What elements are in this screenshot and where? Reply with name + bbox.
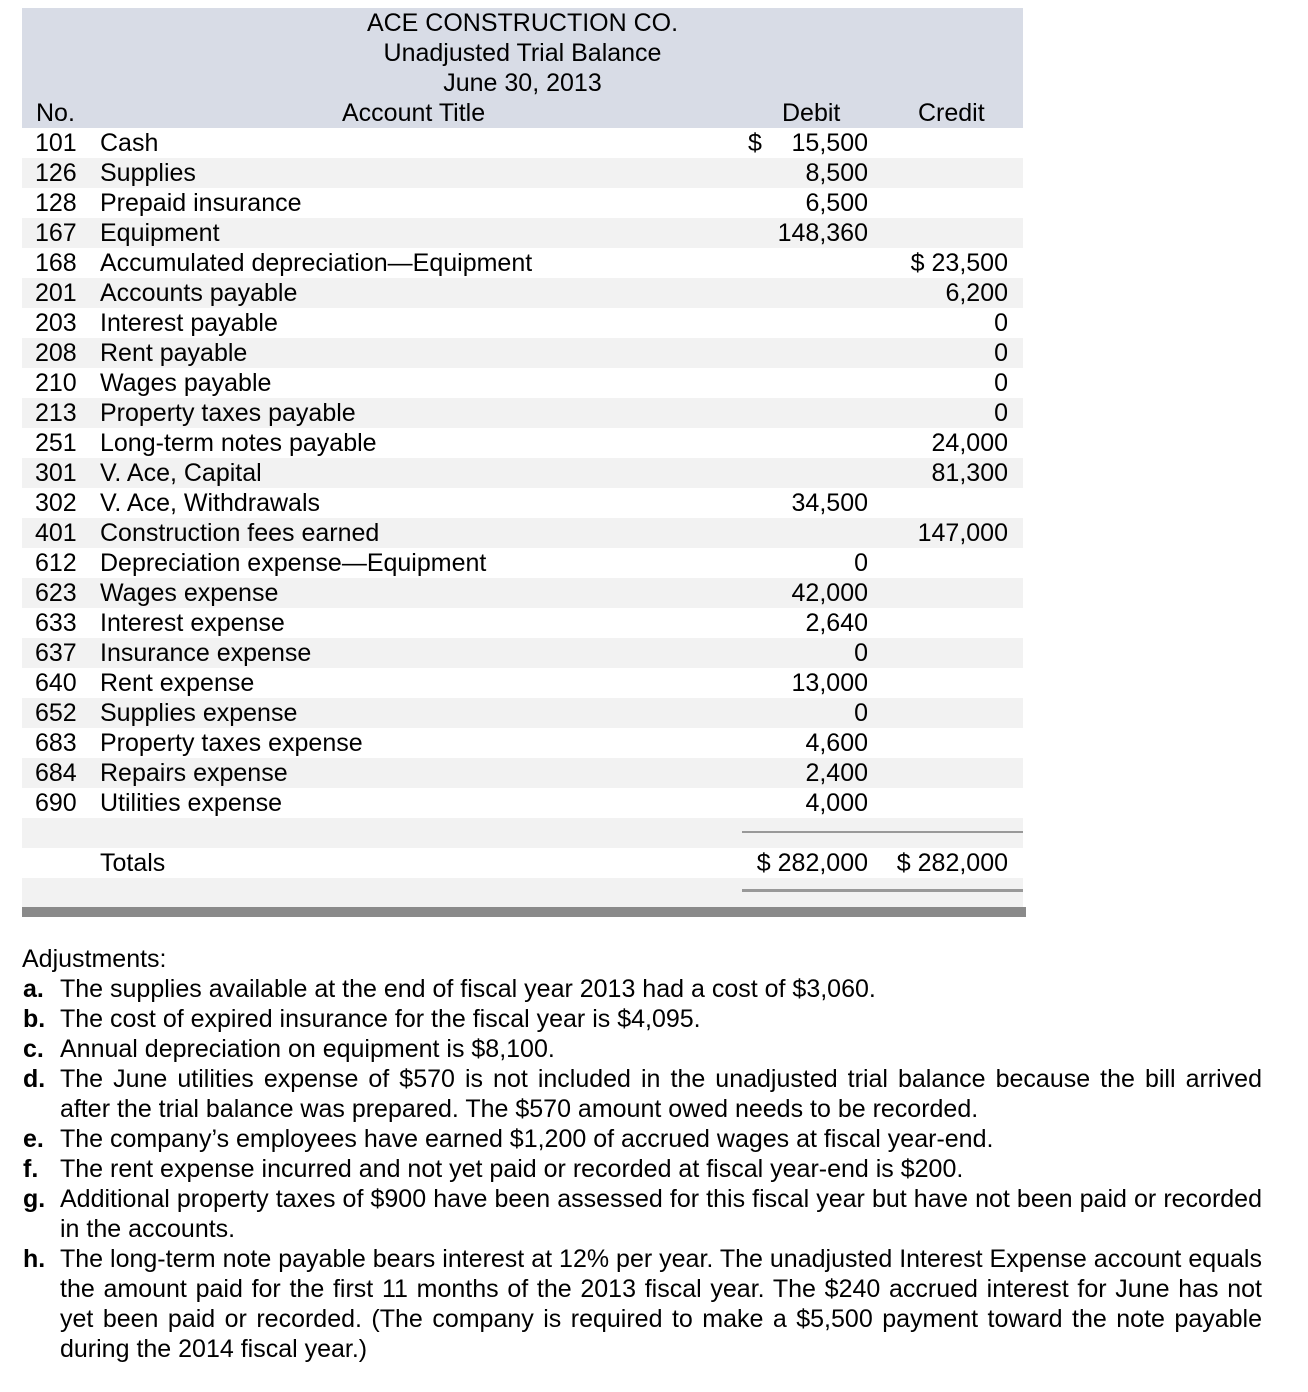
account-number: 203 <box>35 309 77 337</box>
account-title: Property taxes expense <box>100 729 363 757</box>
adjustment-text: Additional property taxes of $900 have been assessed for this fiscal year but have not been paid or recorded in the accounts. <box>60 1185 1262 1243</box>
column-header-no: No. <box>36 99 75 127</box>
adjustment-item <box>22 1004 1262 1034</box>
trial-balance-table <box>22 8 1023 908</box>
table-row <box>22 458 1023 488</box>
table-row <box>22 698 1023 728</box>
debit-amount: 2,400 <box>805 759 868 787</box>
account-number: 640 <box>35 669 77 697</box>
account-title: Cash <box>100 129 159 157</box>
table-row <box>22 548 1023 578</box>
table-row <box>22 608 1023 638</box>
account-number: 168 <box>35 249 77 277</box>
debit-amount: 0 <box>854 549 868 577</box>
table-row <box>22 308 1023 338</box>
table-row <box>22 128 1023 158</box>
account-number: 251 <box>35 429 77 457</box>
blank-row <box>22 878 1023 908</box>
table-row <box>22 638 1023 668</box>
table-row <box>22 218 1023 248</box>
adjustment-letter: g. <box>23 1185 46 1213</box>
account-number: 101 <box>35 129 77 157</box>
account-title: V. Ace, Capital <box>100 459 262 487</box>
adjustments-section <box>22 944 1262 1364</box>
totals-top-rule <box>742 831 1023 833</box>
account-title: Depreciation expense—Equipment <box>100 549 487 577</box>
adjustment-item <box>22 1154 1262 1184</box>
adjustment-item <box>22 1184 1262 1244</box>
table-row <box>22 188 1023 218</box>
credit-amount: 6,200 <box>945 279 1008 307</box>
account-number: 623 <box>35 579 77 607</box>
debit-amount: 34,500 <box>791 489 868 517</box>
credit-amount: 0 <box>994 399 1008 427</box>
adjustment-letter: f. <box>23 1155 39 1183</box>
account-title: Supplies expense <box>100 699 298 727</box>
account-number: 683 <box>35 729 77 757</box>
table-row <box>22 248 1023 278</box>
credit-amount: 0 <box>994 309 1008 337</box>
account-title: V. Ace, Withdrawals <box>100 489 321 517</box>
table-bottom-bar <box>22 907 1026 917</box>
credit-amount: $ 23,500 <box>910 249 1008 277</box>
credit-amount: 81,300 <box>931 459 1008 487</box>
blank-row <box>22 818 1023 848</box>
debit-amount: 6,500 <box>805 189 868 217</box>
account-number: 301 <box>35 459 77 487</box>
credit-amount: 0 <box>994 369 1008 397</box>
totals-row <box>22 848 1023 878</box>
adjustment-text: The company’s employees have earned $1,200 of accrued wages at fiscal year-end. <box>60 1125 994 1153</box>
table-row <box>22 338 1023 368</box>
statement-date: June 30, 2013 <box>443 69 602 97</box>
adjustments-list <box>22 974 1262 1364</box>
table-row <box>22 518 1023 548</box>
debit-amount: 148,360 <box>777 219 868 247</box>
table-header <box>22 8 1023 128</box>
account-number: 128 <box>35 189 77 217</box>
adjustment-text: The cost of expired insurance for the fiscal year is $4,095. <box>60 1005 701 1033</box>
table-row <box>22 428 1023 458</box>
company-name: ACE CONSTRUCTION CO. <box>366 9 679 37</box>
credit-amount: 147,000 <box>917 519 1008 547</box>
statement-title: Unadjusted Trial Balance <box>383 39 662 67</box>
adjustment-letter: c. <box>23 1035 44 1063</box>
account-number: 167 <box>35 219 77 247</box>
adjustment-text: The long-term note payable bears interest at 12% per year. The unadjusted Interest Expense account equals the amount paid for the first 11 months of the 2013 fiscal year. The $240 accrued interest for June has not yet been paid or recorded. (The company is required to make a $5,500 payment toward the note payable during the 2014 fiscal year.) <box>60 1245 1262 1363</box>
column-header-debit: Debit <box>782 99 841 127</box>
adjustment-text: Annual depreciation on equipment is $8,100. <box>60 1035 555 1063</box>
account-title: Long-term notes payable <box>100 429 377 457</box>
account-title: Wages payable <box>100 369 272 397</box>
adjustment-text: The supplies available at the end of fiscal year 2013 had a cost of $3,060. <box>60 975 876 1003</box>
adjustment-letter: e. <box>23 1125 44 1153</box>
adjustment-item <box>22 1124 1262 1154</box>
adjustment-letter: b. <box>23 1005 46 1033</box>
account-title: Interest payable <box>100 309 278 337</box>
table-row <box>22 368 1023 398</box>
account-number: 612 <box>35 549 77 577</box>
table-row <box>22 758 1023 788</box>
adjustment-letter: d. <box>23 1065 46 1093</box>
account-title: Wages expense <box>100 579 279 607</box>
debit-dollar-sign: $ <box>748 129 762 157</box>
account-title: Utilities expense <box>100 789 283 817</box>
table-row <box>22 398 1023 428</box>
account-number: 201 <box>35 279 77 307</box>
table-row <box>22 668 1023 698</box>
account-number: 302 <box>35 489 77 517</box>
debit-amount: 4,600 <box>805 729 868 757</box>
table-row <box>22 578 1023 608</box>
account-number: 401 <box>35 519 77 547</box>
adjustment-letter: h. <box>23 1245 46 1273</box>
table-row <box>22 728 1023 758</box>
adjustment-item <box>22 1244 1262 1364</box>
debit-amount: 0 <box>854 699 868 727</box>
adjustments-heading: Adjustments: <box>22 945 167 973</box>
account-title: Construction fees earned <box>100 519 380 547</box>
totals-bottom-rule <box>742 889 1023 892</box>
account-title: Supplies <box>100 159 196 187</box>
table-row <box>22 278 1023 308</box>
adjustment-item <box>22 974 1262 1004</box>
debit-amount: 0 <box>854 639 868 667</box>
adjustment-item <box>22 1064 1262 1124</box>
account-title: Accounts payable <box>100 279 298 307</box>
account-number: 126 <box>35 159 77 187</box>
account-title: Insurance expense <box>100 639 312 667</box>
account-number: 210 <box>35 369 77 397</box>
totals-debit: $ 282,000 <box>756 849 868 877</box>
account-title: Interest expense <box>100 609 285 637</box>
credit-amount: 0 <box>994 339 1008 367</box>
debit-amount: 4,000 <box>805 789 868 817</box>
debit-amount: 2,640 <box>805 609 868 637</box>
table-row <box>22 488 1023 518</box>
adjustment-text: The June utilities expense of $570 is not included in the unadjusted trial balance because the bill arrived after the trial balance was prepared. The $570 amount owed needs to be recorded. <box>60 1065 1262 1123</box>
account-number: 208 <box>35 339 77 367</box>
account-number: 690 <box>35 789 77 817</box>
table-row <box>22 788 1023 818</box>
account-number: 633 <box>35 609 77 637</box>
table-row <box>22 158 1023 188</box>
adjustment-letter: a. <box>23 975 44 1003</box>
account-title: Property taxes payable <box>100 399 356 427</box>
account-title: Rent expense <box>100 669 255 697</box>
account-title: Repairs expense <box>100 759 288 787</box>
debit-amount: 8,500 <box>805 159 868 187</box>
debit-amount: 13,000 <box>791 669 868 697</box>
account-number: 684 <box>35 759 77 787</box>
adjustment-text: The rent expense incurred and not yet paid or recorded at fiscal year-end is $200. <box>60 1155 964 1183</box>
account-number: 637 <box>35 639 77 667</box>
debit-amount: 15,500 <box>791 129 868 157</box>
totals-label: Totals <box>100 849 166 877</box>
totals-credit: $ 282,000 <box>896 849 1008 877</box>
account-number: 652 <box>35 699 77 727</box>
debit-amount: 42,000 <box>791 579 868 607</box>
account-rows <box>22 128 1023 818</box>
account-number: 213 <box>35 399 77 427</box>
column-header-credit: Credit <box>918 99 985 127</box>
credit-amount: 24,000 <box>931 429 1008 457</box>
account-title: Rent payable <box>100 339 248 367</box>
column-header-account-title: Account Title <box>342 99 486 127</box>
account-title: Prepaid insurance <box>100 189 302 217</box>
account-title: Accumulated depreciation—Equipment <box>100 249 533 277</box>
adjustment-item <box>22 1034 1262 1064</box>
account-title: Equipment <box>100 219 220 247</box>
